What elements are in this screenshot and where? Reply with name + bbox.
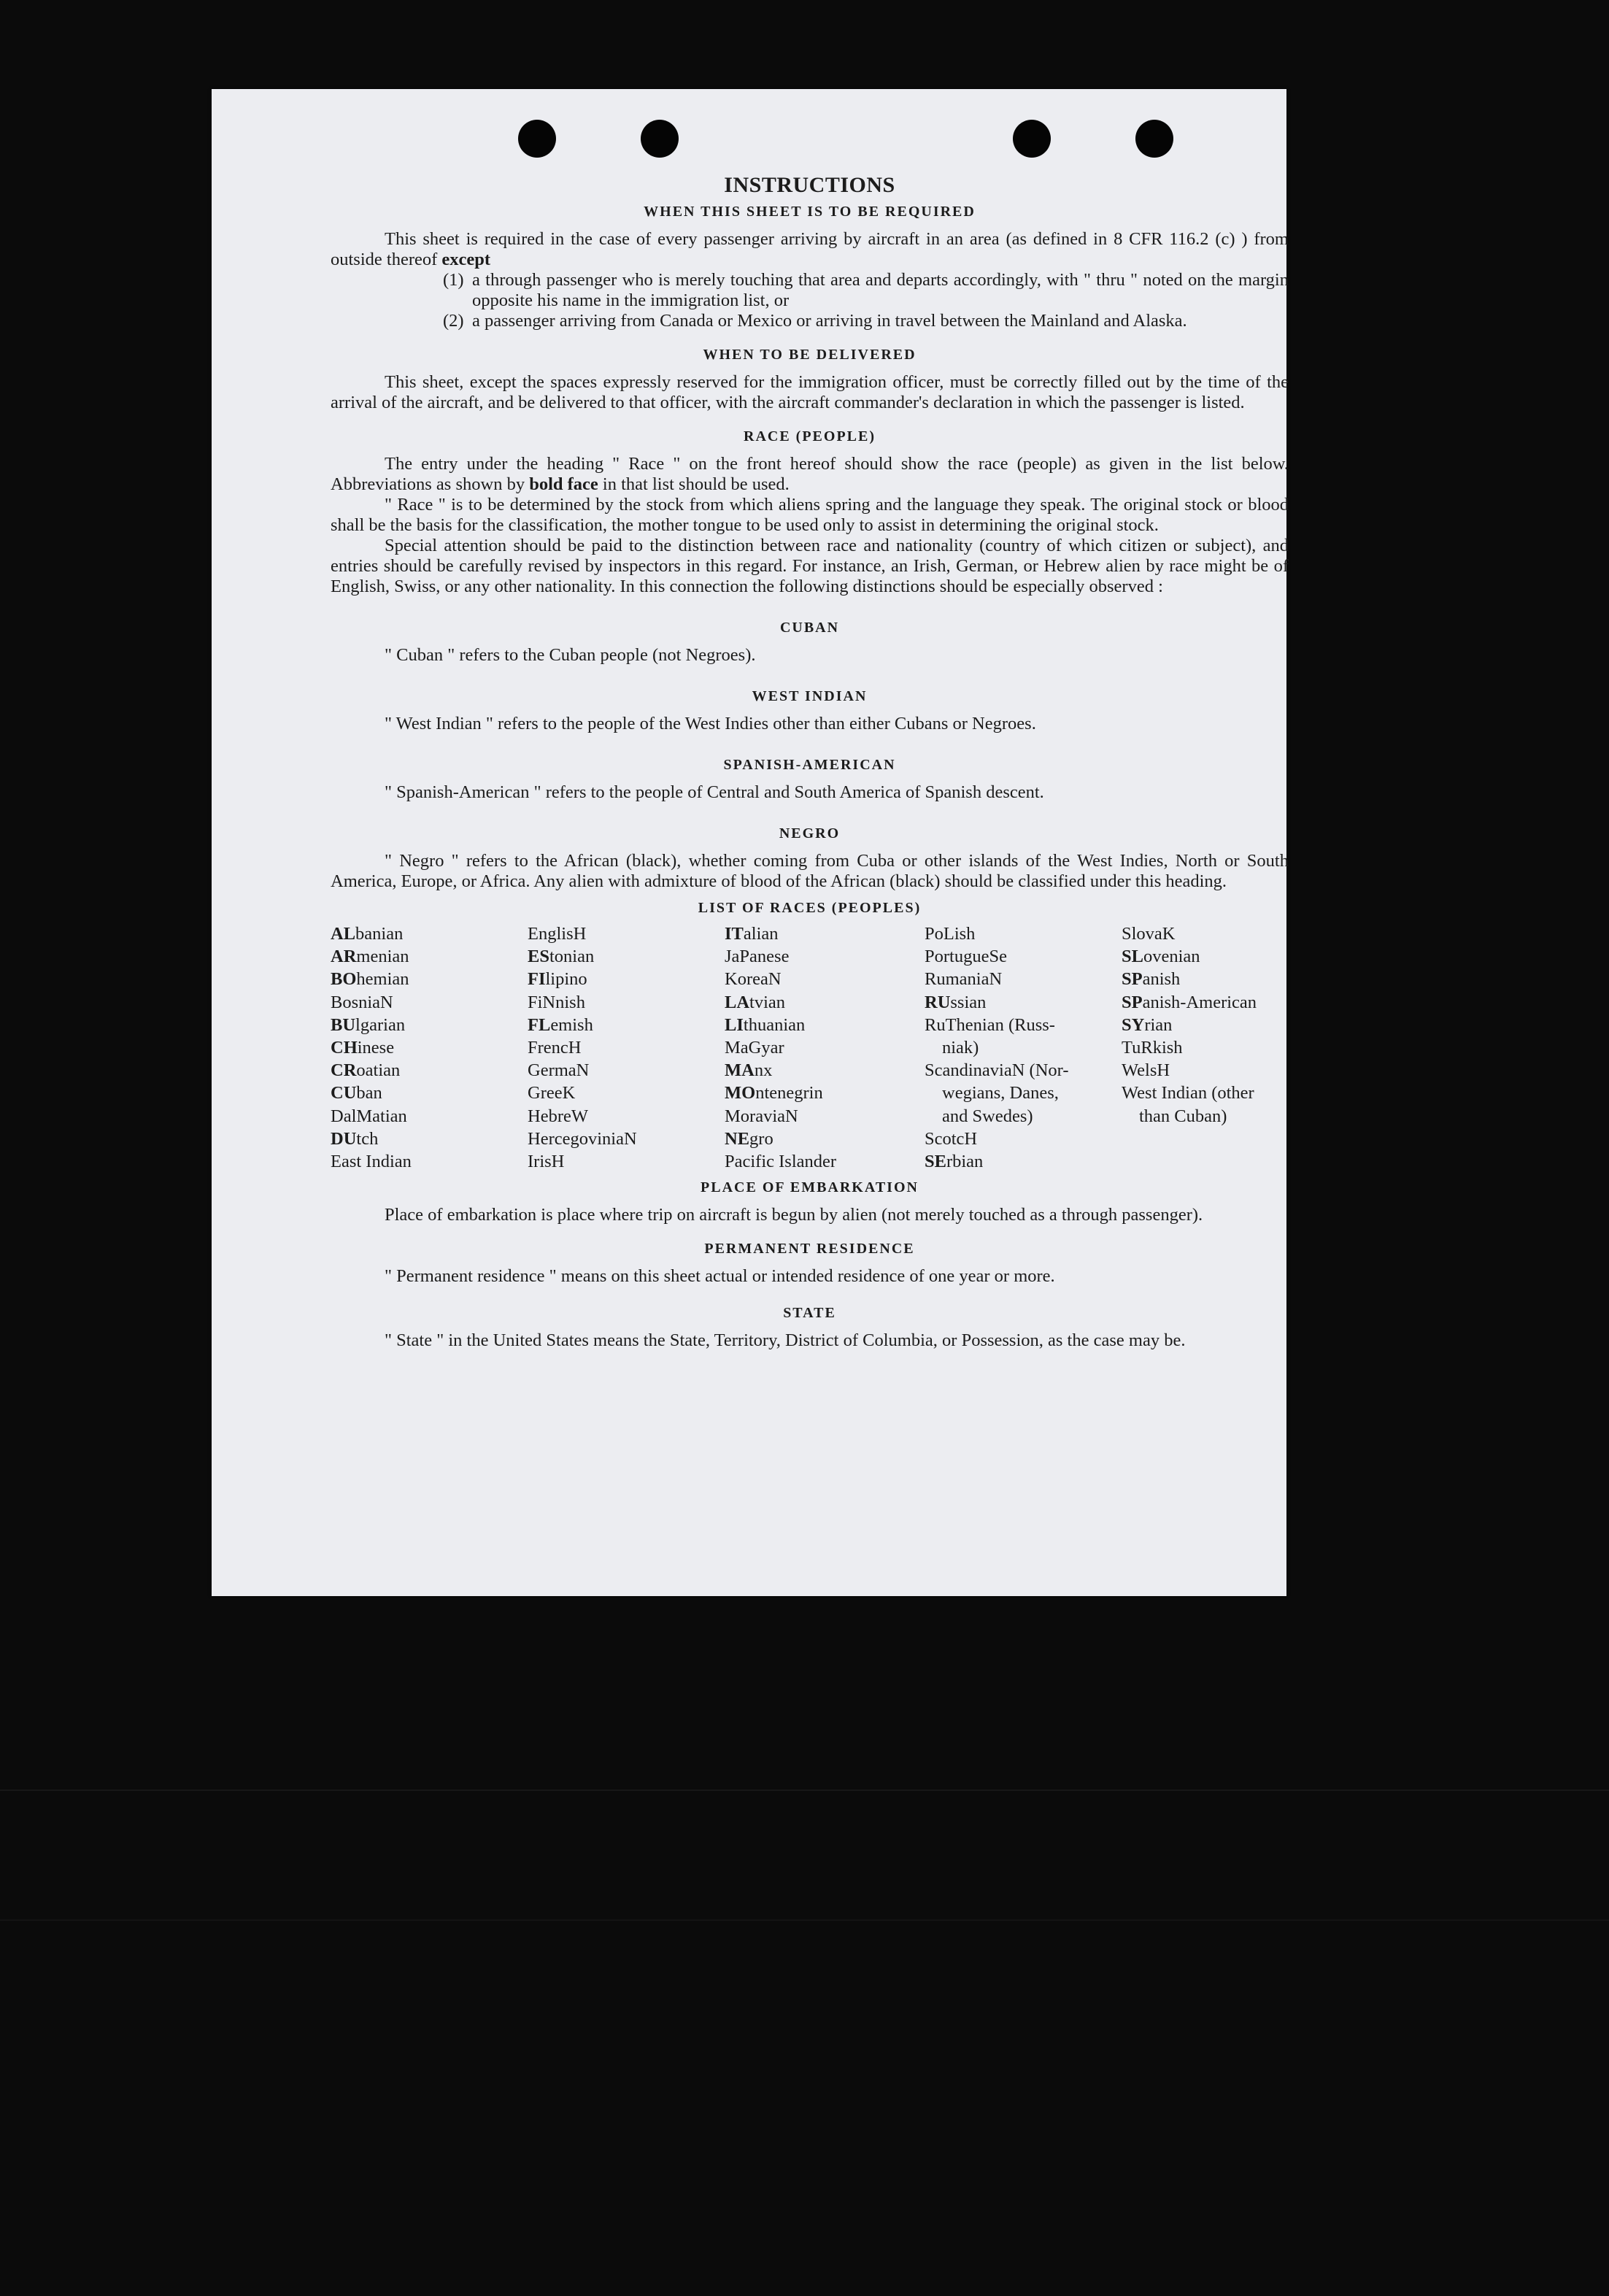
race-entry: BUlgarian [331,1014,406,1035]
race-entry: MOntenegrin [725,1083,823,1103]
race-entry: FIlipino [528,969,587,990]
race-entry: wegians, Danes, [942,1083,1059,1103]
paragraph: " Permanent residence " means on this sheet actual or intended residence of one year or more. [385,1266,1055,1287]
heading-cuban: CUBAN [779,620,840,636]
race-entry: LIthuanian [725,1014,806,1035]
heading-when-delivered: WHEN TO BE DELIVERED [703,347,917,363]
scan-line [0,1919,1609,1921]
paragraph: " Cuban " refers to the Cuban people (not Negroes). [385,645,756,665]
races-column [331,922,528,1173]
punch-hole [1013,120,1051,158]
race-entry: RumaniaN [925,969,1003,990]
race-entry: Pacific Islander [725,1152,837,1172]
heading-state: STATE [783,1305,836,1322]
page-title: INSTRUCTIONS [724,173,895,197]
paragraph: " Race " is to be determined by the stock from which aliens spring and the language they speak. The original stock or blood shall be the basis for the classification, the mother tongue to be used only to assist in determining the original stock. [331,495,1289,535]
races-column [1122,922,1289,1173]
race-entry: SYrian [1122,1014,1173,1035]
heading-when-required: WHEN THIS SHEET IS TO BE REQUIRED [644,204,976,220]
paragraph: This sheet, except the spaces expressly reserved for the immigration officer, must be correctly filled out by the time of the arrival of the aircraft, and be delivered to that officer, with the aircraft commander's declaration in which the passenger is listed. [331,372,1289,412]
race-entry: DalMatian [331,1106,407,1126]
race-entry: JaPanese [725,947,790,967]
race-entry: PoLish [925,924,976,944]
punch-hole [1135,120,1173,158]
race-entry: SPanish-American [1122,992,1257,1012]
race-entry: niak) [942,1038,979,1058]
races-table [331,922,1289,1173]
scan-line [0,1790,1609,1791]
paragraph: " Spanish-American " refers to the people of Central and South America of Spanish descent. [385,782,1044,802]
race-entry: East Indian [331,1152,412,1172]
race-entry: EnglisH [528,924,587,944]
heading-embarkation: PLACE OF EMBARKATION [701,1179,919,1196]
race-entry: WelsH [1122,1060,1170,1081]
race-entry: RuThenian (Russ- [925,1014,1055,1035]
paragraph: " State " in the United States means the State, Territory, District of Columbia, or Possession, as the case may be. [385,1330,1186,1351]
race-entry: GermaN [528,1060,590,1081]
races-column [925,922,1122,1173]
race-entry: DUtch [331,1128,379,1149]
race-entry: HebreW [528,1106,588,1126]
paragraph: " West Indian " refers to the people of the West Indies other than either Cubans or Negroes. [385,714,1036,733]
race-entry: ALbanian [331,924,404,944]
race-entry: SPanish [1122,969,1181,990]
race-entry: CHinese [331,1038,395,1058]
race-entry: ARmenian [331,947,409,967]
race-entry: GreeK [528,1083,576,1103]
race-entry: FrencH [528,1038,582,1058]
race-entry: IrisH [528,1152,565,1172]
race-entry: HercegoviniaN [528,1128,637,1149]
punch-hole [641,120,679,158]
race-entry: ScandinaviaN (Nor- [925,1060,1069,1081]
race-entry: FLemish [528,1014,593,1035]
heading-spanish-american: SPANISH-AMERICAN [723,757,896,773]
race-entry: EStonian [528,947,595,967]
races-column [725,922,925,1173]
paragraph: This sheet is required in the case of every passenger arriving by aircraft in an area (as defined in 8 CFR 116.2 (c) ) from outside thereof except [331,229,1289,269]
race-entry: LAtvian [725,992,786,1012]
race-entry: MAnx [725,1060,773,1081]
race-entry: ITalian [725,924,779,944]
paragraph: Place of embarkation is place where trip on aircraft is begun by alien (not merely touched as a through passenger). [385,1205,1203,1225]
race-entry: RUssian [925,992,987,1012]
race-entry: and Swedes) [942,1106,1033,1126]
instruction-sheet [212,89,1289,1596]
race-entry: than Cuban) [1139,1106,1227,1126]
race-entry: KoreaN [725,969,782,990]
race-entry: MaGyar [725,1038,784,1058]
heading-negro: NEGRO [779,825,841,841]
paragraph: Special attention should be paid to the distinction between race and nationality (country of which citizen or subject), and entries should be carefully revised by inspectors in this regard. For instance, an Irish, German, or Hebrew alien by race might be of English, Swiss, or any other nationality. In this connection the following distinctions should be especially observed : [331,536,1289,596]
race-entry: NEgro [725,1128,773,1149]
paragraph: The entry under the heading " Race " on the front hereof should show the race (people) as given in the list below. Abbreviations as shown by bold face in that list should be used. [331,454,1289,494]
race-entry: TuRkish [1122,1038,1183,1058]
race-entry: CUban [331,1083,382,1103]
punch-hole [518,120,556,158]
race-entry: SlovaK [1122,924,1176,944]
race-entry: SErbian [925,1152,984,1172]
heading-race: RACE (PEOPLE) [744,428,876,444]
document-body [331,175,1289,1351]
race-entry: FiNnish [528,992,585,1012]
race-entry: West Indian (other [1122,1083,1254,1103]
race-entry: BosniaN [331,992,393,1012]
race-entry: PortugueSe [925,947,1007,967]
race-entry: SLovenian [1122,947,1200,967]
heading-west-indian: WEST INDIAN [752,688,868,704]
heading-permanent-residence: PERMANENT RESIDENCE [704,1241,915,1257]
races-column [528,922,725,1173]
race-entry: MoraviaN [725,1106,798,1126]
paragraph: " Negro " refers to the African (black), whether coming from Cuba or other islands of the West Indies, North or South America, Europe, or Africa. Any alien with admixture of blood of the African (black) should be classified under this heading. [331,851,1289,891]
race-entry: BOhemian [331,969,409,990]
race-entry: CRoatian [331,1060,401,1081]
heading-list-of-races: LIST OF RACES (PEOPLES) [698,900,922,916]
race-entry: ScotcH [925,1128,978,1149]
list-item: (2) a passenger arriving from Canada or Mexico or arriving in travel between the Mainland and Alaska. [443,311,1187,331]
list-item: (1) a through passenger who is merely touching that area and departs accordingly, with " thru " noted on the margin opposite his name in the immigration list, or [443,270,1289,310]
